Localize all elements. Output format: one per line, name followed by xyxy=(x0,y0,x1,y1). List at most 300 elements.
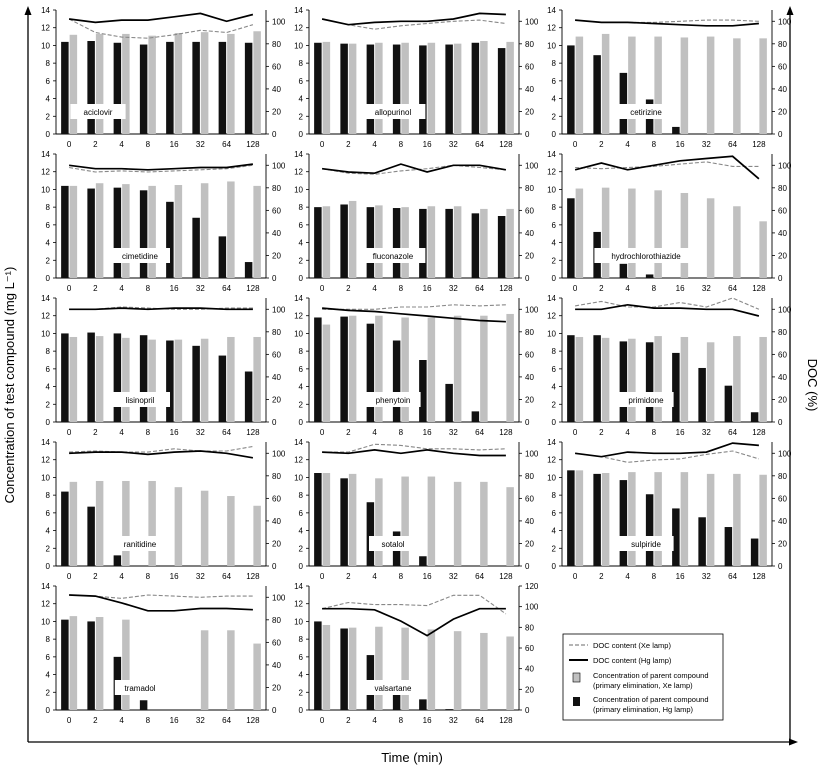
x-tick-label: 0 xyxy=(319,716,325,725)
left-tick-label: 10 xyxy=(547,329,556,339)
legend xyxy=(563,634,723,720)
doc-hg-line xyxy=(69,13,253,22)
legend-hg-bar-label-1: Concentration of parent compound xyxy=(593,695,709,704)
right-tick-label: 80 xyxy=(525,327,534,337)
bar-xe xyxy=(454,482,462,566)
left-tick-label: 4 xyxy=(45,238,50,248)
x-tick-label: 0 xyxy=(66,284,72,293)
panel-name-text: ranitidine xyxy=(123,540,157,549)
left-tick-label: 8 xyxy=(298,635,303,645)
bar-hg xyxy=(472,213,480,278)
left-tick-label: 4 xyxy=(551,94,556,104)
bar-hg xyxy=(87,333,95,422)
bar-hg xyxy=(140,190,148,278)
right-tick-label: 100 xyxy=(272,161,286,171)
bar-xe xyxy=(70,482,78,566)
x-tick-label: 128 xyxy=(752,572,766,581)
left-tick-label: 8 xyxy=(551,203,556,213)
x-tick-label: 128 xyxy=(246,716,260,725)
bar-hg xyxy=(314,43,322,134)
x-tick-label: 2 xyxy=(346,572,351,581)
x-tick-label: 4 xyxy=(372,716,377,725)
panel-name-label xyxy=(363,680,423,695)
bar-xe xyxy=(122,184,130,278)
x-tick-label: 32 xyxy=(701,284,711,293)
right-tick-label: 20 xyxy=(525,395,534,405)
left-tick-label: 8 xyxy=(45,59,50,69)
left-tick-label: 6 xyxy=(551,220,556,230)
panel-name-label xyxy=(110,392,170,407)
bar-xe xyxy=(227,34,235,134)
left-tick-label: 12 xyxy=(547,455,556,465)
doc-hg-line xyxy=(322,164,506,173)
x-tick-label: 2 xyxy=(599,140,604,149)
panel-lisinopril xyxy=(41,294,286,437)
panel-ranitidine xyxy=(41,438,286,581)
x-tick-label: 4 xyxy=(119,284,124,293)
x-tick-label: 32 xyxy=(195,140,205,149)
bar-xe xyxy=(70,616,78,710)
bar-xe xyxy=(576,470,584,566)
x-tick-label: 2 xyxy=(346,140,351,149)
right-tick-label: 40 xyxy=(525,516,534,526)
bar-xe xyxy=(148,186,156,278)
panel-phenytoin xyxy=(294,294,539,437)
left-tick-label: 10 xyxy=(41,473,50,483)
left-tick-label: 6 xyxy=(551,364,556,374)
right-tick-label: 0 xyxy=(778,418,783,427)
bar-xe xyxy=(227,496,235,566)
bar-hg xyxy=(646,494,654,566)
bar-xe xyxy=(323,325,331,422)
left-tick-label: 2 xyxy=(45,544,50,554)
bar-xe xyxy=(227,630,235,710)
x-tick-label: 0 xyxy=(66,716,72,725)
left-tick-label: 12 xyxy=(41,167,50,177)
right-tick-label: 80 xyxy=(272,39,281,49)
bar-hg xyxy=(340,204,348,278)
bar-xe xyxy=(227,181,235,278)
x-tick-label: 8 xyxy=(398,572,404,581)
right-tick-label: 0 xyxy=(272,562,277,571)
bar-xe xyxy=(375,627,383,710)
bar-xe xyxy=(70,35,78,134)
legend-doc-xe-label: DOC content (Xe lamp) xyxy=(593,641,671,650)
right-tick-label: 0 xyxy=(525,130,530,139)
left-tick-label: 2 xyxy=(298,400,303,410)
bar-hg xyxy=(419,360,427,422)
x-tick-label: 128 xyxy=(499,716,513,725)
bar-xe xyxy=(707,198,715,278)
bar-hg xyxy=(419,209,427,278)
bar-hg xyxy=(340,478,348,566)
bar-hg xyxy=(114,333,122,422)
left-tick-label: 6 xyxy=(45,364,50,374)
bar-xe xyxy=(201,183,209,278)
bar-xe xyxy=(628,37,636,134)
x-tick-label: 64 xyxy=(475,140,485,149)
left-tick-label: 12 xyxy=(294,23,303,33)
bar-hg xyxy=(445,709,453,710)
panel-fluconazole xyxy=(294,150,539,293)
bar-xe xyxy=(628,339,636,422)
bar-hg xyxy=(114,555,122,566)
bar-xe xyxy=(401,628,409,710)
x-tick-label: 16 xyxy=(422,140,432,149)
bar-xe xyxy=(428,206,436,278)
right-tick-label: 100 xyxy=(778,305,792,315)
left-tick-label: 2 xyxy=(45,112,50,122)
bar-hg xyxy=(620,73,628,134)
left-tick-label: 2 xyxy=(298,544,303,554)
bar-hg xyxy=(698,517,706,566)
panel-name-text: allopurinol xyxy=(374,108,412,117)
panel-sulpiride xyxy=(547,438,792,581)
bar-xe xyxy=(733,206,741,278)
panel-cimetidine xyxy=(41,150,286,293)
x-tick-label: 0 xyxy=(319,428,325,437)
bar-xe xyxy=(96,183,104,278)
left-tick-label: 2 xyxy=(298,688,303,698)
bar-xe xyxy=(733,336,741,422)
left-tick-label: 12 xyxy=(294,599,303,609)
left-tick-label: 8 xyxy=(45,203,50,213)
doc-hg-line xyxy=(69,595,253,611)
panel-name-text: cetirizine xyxy=(630,108,662,117)
bar-xe xyxy=(349,201,357,278)
bar-hg xyxy=(140,700,148,710)
bar-xe xyxy=(628,472,636,566)
left-tick-label: 14 xyxy=(294,438,303,447)
bar-xe xyxy=(576,189,584,278)
doc-hg-line xyxy=(69,451,253,458)
bar-xe xyxy=(227,337,235,422)
panel-name-text: tramadol xyxy=(124,684,156,693)
right-tick-label: 40 xyxy=(272,516,281,526)
panel-name-label xyxy=(361,248,426,263)
right-tick-label: 60 xyxy=(272,350,281,360)
bar-hg xyxy=(166,202,174,278)
bar-xe xyxy=(175,340,183,422)
bar-hg xyxy=(393,45,401,134)
left-tick-label: 10 xyxy=(294,473,303,483)
panel-primidone xyxy=(547,294,792,437)
left-tick-label: 14 xyxy=(41,294,50,303)
left-tick-label: 6 xyxy=(298,508,303,518)
x-tick-label: 0 xyxy=(66,140,72,149)
left-tick-label: 8 xyxy=(298,203,303,213)
bar-hg xyxy=(140,45,148,134)
bar-xe xyxy=(323,42,331,134)
left-tick-label: 8 xyxy=(45,347,50,357)
panel-name-label xyxy=(618,536,673,551)
bar-hg xyxy=(419,699,427,710)
left-tick-label: 4 xyxy=(45,670,50,680)
x-tick-label: 64 xyxy=(222,140,232,149)
bar-hg xyxy=(620,341,628,422)
bar-xe xyxy=(253,644,261,710)
right-tick-label: 60 xyxy=(272,638,281,648)
bar-hg xyxy=(367,502,375,566)
x-tick-label: 2 xyxy=(346,284,351,293)
panel-name-text: cimetidine xyxy=(121,252,159,261)
x-tick-label: 0 xyxy=(572,572,578,581)
x-tick-label: 128 xyxy=(752,284,766,293)
x-tick-label: 64 xyxy=(728,428,738,437)
right-tick-label: 60 xyxy=(272,494,281,504)
bar-hg xyxy=(620,480,628,566)
bar-xe xyxy=(576,37,584,134)
bar-xe xyxy=(602,188,610,278)
bar-hg xyxy=(620,264,628,278)
bar-hg xyxy=(567,335,575,422)
x-tick-label: 0 xyxy=(572,428,578,437)
bar-xe xyxy=(96,336,104,422)
x-tick-label: 128 xyxy=(246,284,260,293)
left-tick-label: 6 xyxy=(45,76,50,86)
panel-name-label xyxy=(616,104,676,119)
bar-hg xyxy=(419,45,427,134)
right-tick-label: 60 xyxy=(778,62,787,72)
x-tick-label: 4 xyxy=(372,284,377,293)
left-tick-label: 8 xyxy=(298,347,303,357)
x-tick-label: 8 xyxy=(398,428,404,437)
legend-hg-bar-swatch xyxy=(573,697,580,706)
right-tick-label: 60 xyxy=(525,206,534,216)
x-tick-label: 8 xyxy=(145,284,151,293)
right-tick-label: 80 xyxy=(778,39,787,49)
bar-xe xyxy=(654,37,662,134)
bar-xe xyxy=(323,206,331,278)
bar-hg xyxy=(314,621,322,710)
x-tick-label: 8 xyxy=(651,284,657,293)
right-tick-label: 100 xyxy=(272,305,286,315)
x-tick-label: 128 xyxy=(246,428,260,437)
right-tick-label: 100 xyxy=(272,17,286,27)
bar-xe xyxy=(602,338,610,422)
x-tick-label: 32 xyxy=(448,572,458,581)
bar-xe xyxy=(148,340,156,422)
bar-hg xyxy=(498,48,506,134)
bar-xe xyxy=(428,629,436,710)
bar-hg xyxy=(445,384,453,422)
bar-xe xyxy=(707,474,715,566)
left-tick-label: 6 xyxy=(551,508,556,518)
x-tick-label: 2 xyxy=(93,140,98,149)
bar-xe xyxy=(576,337,584,422)
left-tick-label: 6 xyxy=(298,220,303,230)
left-tick-label: 6 xyxy=(45,508,50,518)
bar-hg xyxy=(219,356,227,422)
bar-hg xyxy=(340,317,348,422)
bar-hg xyxy=(593,474,601,566)
right-tick-label: 80 xyxy=(272,615,281,625)
left-tick-label: 4 xyxy=(551,382,556,392)
x-tick-label: 2 xyxy=(93,572,98,581)
bar-xe xyxy=(349,316,357,422)
bar-xe xyxy=(201,339,209,422)
bar-hg xyxy=(61,333,69,422)
left-tick-label: 6 xyxy=(298,76,303,86)
bar-xe xyxy=(323,625,331,710)
bar-hg xyxy=(367,324,375,422)
x-tick-label: 2 xyxy=(93,428,98,437)
bar-hg xyxy=(114,43,122,134)
x-tick-label: 4 xyxy=(119,428,124,437)
left-tick-label: 6 xyxy=(298,364,303,374)
right-tick-label: 40 xyxy=(272,228,281,238)
x-tick-label: 64 xyxy=(222,284,232,293)
bar-hg xyxy=(314,207,322,278)
bar-xe xyxy=(454,44,462,134)
x-tick-label: 16 xyxy=(169,716,179,725)
panel-name-label xyxy=(110,248,170,263)
right-tick-label: 40 xyxy=(272,372,281,382)
x-tick-label: 4 xyxy=(119,140,124,149)
x-tick-label: 0 xyxy=(572,284,578,293)
right-tick-label: 20 xyxy=(272,683,281,693)
x-tick-label: 8 xyxy=(398,140,404,149)
x-tick-label: 8 xyxy=(398,284,404,293)
left-tick-label: 8 xyxy=(298,491,303,501)
right-tick-label: 20 xyxy=(778,107,787,117)
x-tick-label: 0 xyxy=(66,572,72,581)
bar-xe xyxy=(175,487,183,566)
x-tick-label: 4 xyxy=(625,572,630,581)
x-tick-label: 4 xyxy=(372,140,377,149)
left-tick-label: 12 xyxy=(41,23,50,33)
bar-xe xyxy=(628,189,636,278)
left-tick-label: 8 xyxy=(551,491,556,501)
bar-hg xyxy=(87,41,95,134)
left-tick-label: 2 xyxy=(551,544,556,554)
x-tick-label: 64 xyxy=(728,140,738,149)
x-tick-label: 64 xyxy=(475,572,485,581)
x-tick-label: 64 xyxy=(728,572,738,581)
left-tick-label: 4 xyxy=(298,526,303,536)
bar-hg xyxy=(646,342,654,422)
left-tick-label: 6 xyxy=(45,220,50,230)
x-tick-label: 128 xyxy=(499,428,513,437)
right-tick-label: 20 xyxy=(272,539,281,549)
x-tick-label: 16 xyxy=(422,716,432,725)
left-tick-label: 10 xyxy=(547,473,556,483)
x-tick-label: 128 xyxy=(246,140,260,149)
bar-hg xyxy=(114,188,122,278)
x-tick-label: 32 xyxy=(448,140,458,149)
bar-hg xyxy=(367,45,375,134)
bar-hg xyxy=(593,55,601,134)
left-tick-label: 4 xyxy=(298,94,303,104)
left-tick-label: 0 xyxy=(551,562,556,571)
panel-valsartane xyxy=(294,582,539,725)
left-tick-label: 4 xyxy=(298,670,303,680)
left-tick-label: 14 xyxy=(294,294,303,303)
bar-hg xyxy=(192,42,200,134)
left-tick-label: 4 xyxy=(45,382,50,392)
x-tick-label: 2 xyxy=(599,428,604,437)
left-tick-label: 0 xyxy=(298,130,303,139)
right-tick-label: 40 xyxy=(525,228,534,238)
bar-hg xyxy=(87,189,95,278)
left-tick-label: 4 xyxy=(551,526,556,536)
bar-hg xyxy=(61,186,69,278)
left-tick-label: 12 xyxy=(294,455,303,465)
right-tick-label: 20 xyxy=(272,107,281,117)
panel-name-label xyxy=(365,392,420,407)
bar-xe xyxy=(70,186,78,278)
right-tick-label: 100 xyxy=(272,593,286,603)
x-tick-label: 8 xyxy=(651,572,657,581)
bar-hg xyxy=(166,42,174,134)
bar-xe xyxy=(733,474,741,566)
right-tick-label: 0 xyxy=(778,274,783,283)
bar-xe xyxy=(454,206,462,278)
x-tick-label: 2 xyxy=(346,716,351,725)
right-tick-label: 120 xyxy=(525,582,539,591)
left-tick-label: 2 xyxy=(45,688,50,698)
bar-xe xyxy=(253,337,261,422)
right-tick-label: 100 xyxy=(525,161,539,171)
bar-xe xyxy=(201,32,209,134)
bar-hg xyxy=(646,274,654,278)
panel-name-text: phenytoin xyxy=(375,396,411,405)
bar-xe xyxy=(681,337,689,422)
bar-hg xyxy=(472,43,480,134)
x-tick-label: 16 xyxy=(169,572,179,581)
x-tick-label: 4 xyxy=(372,572,377,581)
x-tick-label: 32 xyxy=(195,284,205,293)
panel-name-text: aciclovir xyxy=(83,108,113,117)
left-tick-label: 12 xyxy=(547,23,556,33)
x-tick-label: 64 xyxy=(222,572,232,581)
bar-xe xyxy=(96,481,104,566)
bar-hg xyxy=(61,42,69,134)
panel-name-label xyxy=(618,392,673,407)
left-tick-label: 0 xyxy=(45,418,50,427)
bar-xe xyxy=(707,342,715,422)
left-tick-label: 0 xyxy=(45,274,50,283)
left-tick-label: 12 xyxy=(294,167,303,177)
bar-hg xyxy=(87,621,95,710)
x-tick-label: 8 xyxy=(145,428,151,437)
x-tick-label: 64 xyxy=(475,428,485,437)
right-tick-label: 100 xyxy=(525,305,539,315)
left-tick-label: 8 xyxy=(298,59,303,69)
x-tick-label: 0 xyxy=(319,572,325,581)
x-tick-label: 32 xyxy=(195,428,205,437)
right-tick-label: 80 xyxy=(525,183,534,193)
bar-xe xyxy=(681,193,689,278)
bar-hg xyxy=(593,335,601,422)
left-tick-label: 2 xyxy=(45,400,50,410)
right-tick-label: 80 xyxy=(778,327,787,337)
bar-hg xyxy=(245,262,253,278)
panel-tramadol xyxy=(41,582,286,725)
doc-hg-line xyxy=(575,156,759,179)
left-tick-label: 8 xyxy=(551,347,556,357)
bar-xe xyxy=(323,473,331,566)
bar-hg xyxy=(393,208,401,278)
bar-hg xyxy=(751,539,759,566)
x-tick-label: 32 xyxy=(448,284,458,293)
left-tick-label: 6 xyxy=(298,652,303,662)
left-tick-label: 8 xyxy=(45,635,50,645)
right-tick-label: 40 xyxy=(525,84,534,94)
x-tick-label: 0 xyxy=(572,140,578,149)
right-tick-label: 40 xyxy=(525,372,534,382)
left-tick-label: 10 xyxy=(294,617,303,627)
